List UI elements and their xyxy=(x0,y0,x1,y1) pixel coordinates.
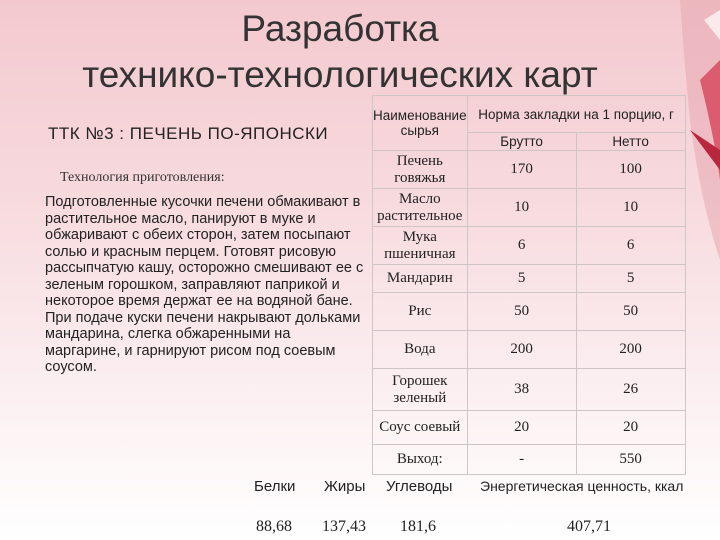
table-row xyxy=(373,445,686,475)
fats-label: Жиры xyxy=(324,478,366,495)
fats-value: 137,43 xyxy=(322,518,366,535)
ingredient-name: Выход: xyxy=(373,445,468,475)
energy-value: 407,71 xyxy=(567,518,611,535)
energy-label: Энергетическая ценность, ккал xyxy=(480,478,684,494)
header-norm: Норма закладки на 1 порцию, г xyxy=(467,96,685,133)
brutto-value: 20 xyxy=(467,411,576,445)
ingredients-table xyxy=(372,95,686,475)
brutto-value: 10 xyxy=(467,189,576,227)
table-row xyxy=(373,189,686,227)
brutto-value: 50 xyxy=(467,293,576,331)
netto-value: 26 xyxy=(576,369,685,411)
brutto-value: 38 xyxy=(467,369,576,411)
brutto-value: - xyxy=(467,445,576,475)
netto-value: 20 xyxy=(576,411,685,445)
brutto-value: 6 xyxy=(467,227,576,265)
proteins-value: 88,68 xyxy=(256,518,292,535)
netto-value: 200 xyxy=(576,331,685,369)
ttk-heading: ТТК №3 : ПЕЧЕНЬ ПО-ЯПОНСКИ xyxy=(48,124,329,143)
slide-title xyxy=(20,6,660,98)
carbs-label: Углеводы xyxy=(386,478,453,495)
ingredient-name: Печень говяжья xyxy=(373,151,468,189)
netto-value: 5 xyxy=(576,265,685,293)
table-row xyxy=(373,411,686,445)
netto-value: 10 xyxy=(576,189,685,227)
header-netto: Нетто xyxy=(576,133,685,151)
ingredient-name: Рис xyxy=(373,293,468,331)
brutto-value: 5 xyxy=(467,265,576,293)
ingredient-name: Мука пшеничная xyxy=(373,227,468,265)
table-row xyxy=(373,227,686,265)
table-row xyxy=(373,369,686,411)
table-row xyxy=(373,151,686,189)
proteins-label: Белки xyxy=(254,478,296,495)
table-row xyxy=(373,293,686,331)
header-brutto: Брутто xyxy=(467,133,576,151)
ingredient-name: Вода xyxy=(373,331,468,369)
brutto-value: 200 xyxy=(467,331,576,369)
title-line-2: технико-технологических карт xyxy=(82,54,598,95)
carbs-value: 181,6 xyxy=(400,518,436,535)
ingredient-name: Соус соевый xyxy=(373,411,468,445)
title-line-1: Разработка xyxy=(241,8,439,49)
header-ingredient-name: Наименование сырья xyxy=(373,96,468,151)
ingredient-name: Мандарин xyxy=(373,265,468,293)
ingredient-name: Масло растительное xyxy=(373,189,468,227)
technology-label: Технология приготовления: xyxy=(60,170,225,185)
netto-value: 50 xyxy=(576,293,685,331)
ingredient-name: Горошек зеленый xyxy=(373,369,468,411)
netto-value: 550 xyxy=(576,445,685,475)
netto-value: 6 xyxy=(576,227,685,265)
table-row xyxy=(373,265,686,293)
brutto-value: 170 xyxy=(467,151,576,189)
technology-text: Подготовленные кусочки печени обмакивают в растительное масло, панируют в муке и обжаривают с обеих сторон, затем посыпают солью и красным перцем. Готовят рисовую рассыпчатую кашу, осторожно смешивают ее с зеленым горошком, заправляют паприкой и некоторое время держат ее на водяной бане. При подаче куски печени накрывают дольками мандарина, слегка обжаренными на маргарине, и гарнируют рисом под соевым соусом. xyxy=(45,194,364,375)
netto-value: 100 xyxy=(576,151,685,189)
table-row xyxy=(373,331,686,369)
